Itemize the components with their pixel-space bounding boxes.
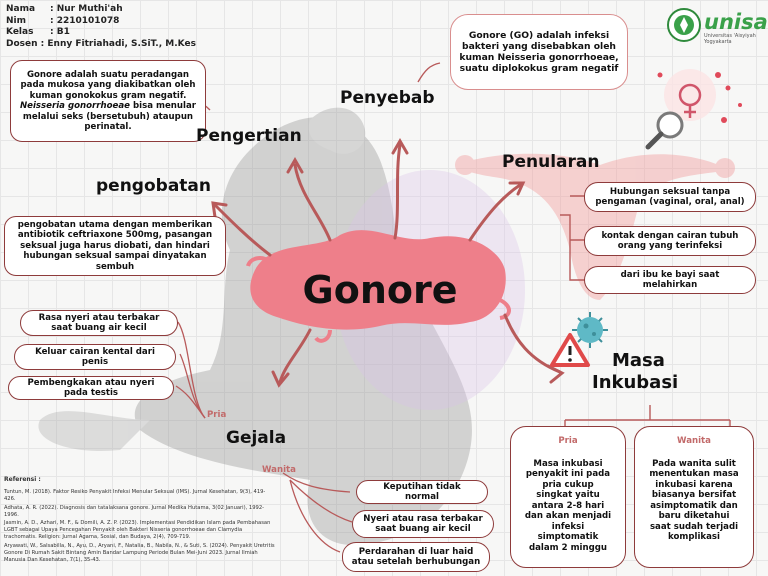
logo-word: unisa <box>704 10 768 34</box>
reference-item: Adhata, A. R. (2022). Diagnosis dan tatalaksana gonore. Jurnal Medika Hutama, 3(02 Januari), 1992-1996. <box>4 504 264 518</box>
reference-item: Tuntun, M. (2018). Faktor Resiko Penyakit Infeksi Menular Seksual (IMS). Jurnal Kesehatan, 9(3), 419-426. <box>4 489 266 503</box>
heading-penularan: Penularan <box>502 152 600 172</box>
student-lecturer: Dosen : Enny Fitriahadi, S.SiT., M.Kes <box>6 38 196 49</box>
penyebab-box <box>450 14 628 90</box>
gejala-wanita-item: Perdarahan di luar haid atau setelah berhubungan <box>342 542 490 572</box>
heading-pengobatan: pengobatan <box>96 176 211 196</box>
inkubasi-wanita-title: Wanita <box>677 436 711 446</box>
gejala-pria-item: Keluar cairan kental dari penis <box>14 344 176 370</box>
inkubasi-wanita-text: Pada wanita sulit menentukan masa inkubasi karena biasanya bersifat asimptomatik dan baru diketahui saat sudah terjadi komplikasi <box>649 458 739 542</box>
pengobatan-box <box>4 216 226 276</box>
logo-tagline: Universitas 'Aisyiyah Yogyakarta <box>704 33 756 45</box>
penyebab-text: Gonore (GO) adalah infeksi bakteri yang disebabkan oleh kuman Neisseria gonorrhoeae, suatu diplokokus gram negatif <box>459 30 619 74</box>
inkubasi-wanita-card <box>634 426 754 568</box>
microscope-icon <box>648 69 742 147</box>
reference-item: Aryawati, W., Salsabilla, N., Ayu, D., Aryani, F., Natalia, B., Nabila, N., & Suti, S. (2024). Penyakit Uretritis Gonore Di Rumah Sakit Bintang Amin Bandar Lampung Periode Bulan Mei-Juni 2023. Jurnal Ilmiah Manusia Dan Kesehatan, 7(1), 35-43. <box>4 542 275 564</box>
heading-pengertian: Pengertian <box>196 126 302 146</box>
student-class: Kelas : B1 <box>6 27 70 37</box>
gejala-wanita-item: Nyeri atau rasa terbakar saat buang air kecil <box>352 510 494 538</box>
heading-gejala: Gejala <box>226 428 287 448</box>
references-title: Referensi : <box>4 476 41 483</box>
student-nim: Nim : 2210101078 <box>6 15 120 26</box>
penularan-item: kontak dengan cairan tubuh orang yang terinfeksi <box>584 226 756 256</box>
unisa-logo <box>664 8 768 45</box>
pengertian-text: Gonore adalah suatu peradangan pada mukosa yang diakibatkan oleh kuman gonokokus gram negatif. Neisseria gonorrhoeae bisa menular melalui seks (bersetubuh) ataupun perinatal. <box>19 69 197 132</box>
inkubasi-pria-text: Masa inkubasi penyakit ini pada pria cukup singkat yaitu antara 2-8 hari dan akan menjadi infeksi simptomatik dalam 2 minggu <box>524 458 612 553</box>
gejala-wanita-item: Keputihan tidak normal <box>356 480 488 504</box>
virus-icon <box>572 312 608 348</box>
penularan-item: dari ibu ke bayi saat melahirkan <box>584 266 756 294</box>
pengobatan-text: pengobatan utama dengan memberikan antibiotik ceftriaxone 500mg, pasangan seksual juga harus diobati, dan hindari hubungan seksual sampai dinyatakan sembuh <box>17 219 213 272</box>
inkubasi-pria-card <box>510 426 626 568</box>
inkubasi-pria-title: Pria <box>558 436 578 446</box>
gejala-pria-label: Pria <box>207 410 227 420</box>
student-info <box>6 4 196 50</box>
heading-inkubasi: Inkubasi <box>592 372 679 393</box>
heading-masa: Masa <box>612 350 665 371</box>
student-name: Nama : Nur Muthi'ah <box>6 4 123 14</box>
pengertian-box <box>10 60 206 142</box>
gejala-wanita-label: Wanita <box>262 465 296 475</box>
gejala-pria-item: Pembengkakan atau nyeri pada testis <box>8 376 174 400</box>
reference-item: Jasmin, A. D., Azhari, M. F., & Domili, A. Z. P. (2023). Implementasi Pendidikan Islam pada Pembahasan LGBT sebagai Upaya Pencegahan Penyakit oleh Bakteri Nisseria gonorrhoeae dan Clamydia trachomatis. Religion: Jurnal Agama, Sosial, dan Budaya, 2(4), 709-719. <box>4 520 271 541</box>
references <box>4 476 276 565</box>
gejala-pria-item: Rasa nyeri atau terbakar saat buang air kecil <box>20 310 178 336</box>
center-title: Gonore <box>302 268 458 312</box>
heading-penyebab: Penyebab <box>340 88 435 108</box>
penularan-item: Hubungan seksual tanpa pengaman (vaginal, oral, anal) <box>584 182 756 212</box>
